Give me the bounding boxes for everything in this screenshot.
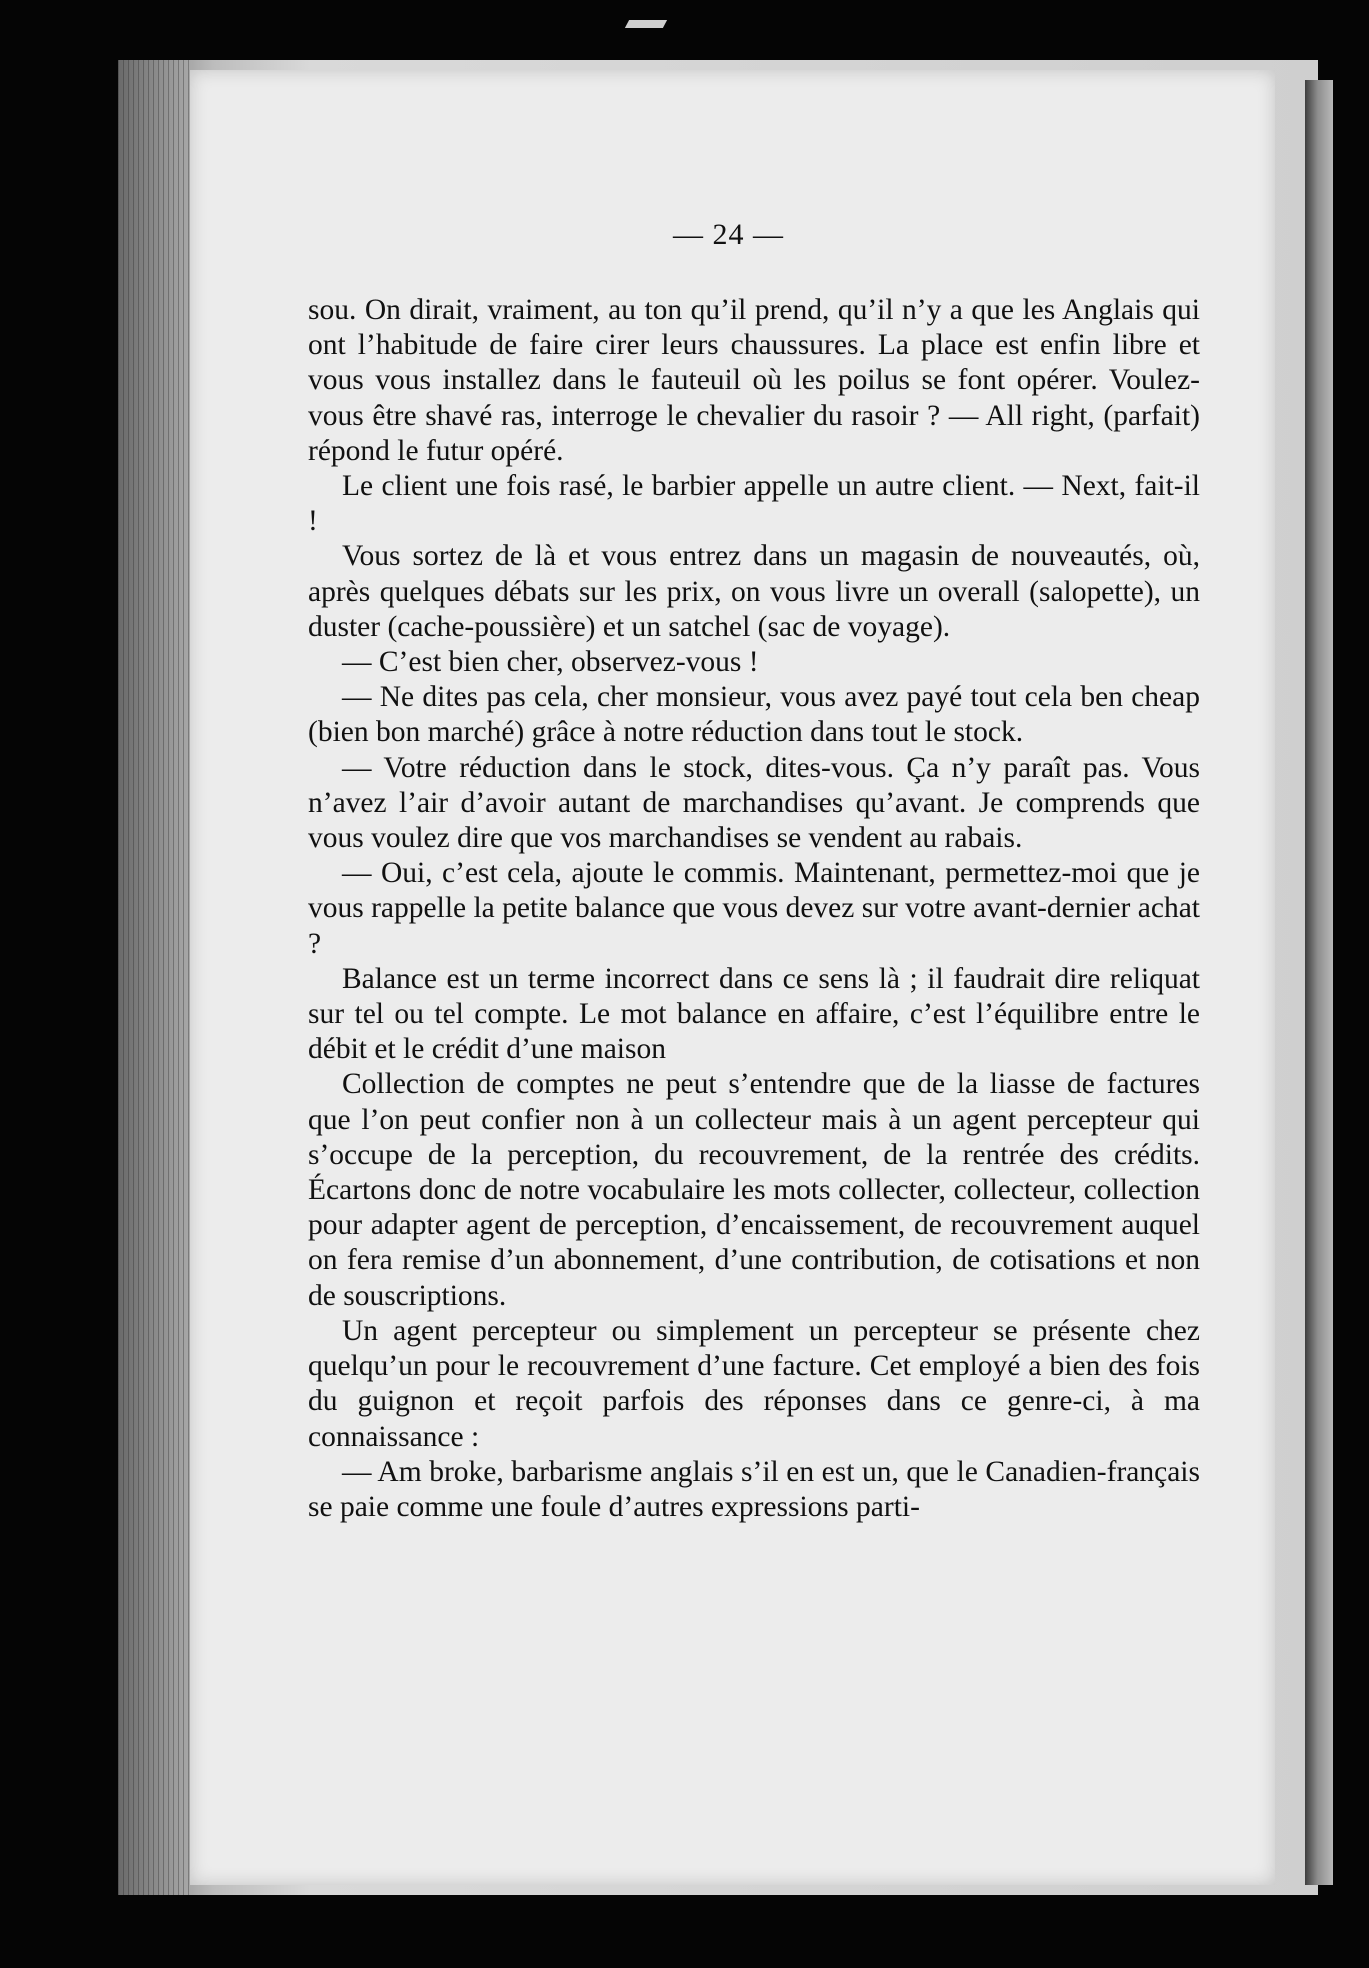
paragraph-7: — Oui, c’est cela, ajoute le commis. Maintenant, permettez-moi que je vous rappelle la petite balance que vous devez sur votre avant-dernier achat ?: [308, 857, 1200, 960]
paragraph-1: sou. On dirait, vraiment, au ton qu’il prend, qu’il n’y a que les Anglais qui ont l’habitude de faire cirer leurs chaussures. La place est enfin libre et vous vous installez dans le fauteuil où les poilus se font opérer. Voulez-vous être shavé ras, interroge le chevalier du rasoir ? — All right, (parfait) répond le futur opéré.: [308, 294, 1200, 467]
paragraph-11: — Am broke, barbarisme anglais s’il en est un, que le Canadien-français se paie comme une foule d’autres expressions parti-: [308, 1455, 1200, 1523]
paragraph-2: Le client une fois rasé, le barbier appelle un autre client. — Next, fait-il !: [308, 470, 1200, 538]
paragraph-5: — Ne dites pas cela, cher monsieur, vous avez payé tout cela ben cheap (bien bon marché) grâce à notre réduction dans tout le stock.: [308, 681, 1200, 749]
paragraph-6: — Votre réduction dans le stock, dites-vous. Ça n’y paraît pas. Vous n’avez l’air d’avoir autant de marchandises qu’avant. Je comprends que vous voulez dire que vos marchandises se vendent au rabais.: [308, 751, 1200, 855]
paragraph-9: Collection de comptes ne peut s’entendre que de la liasse de factures que l’on peut confier non à un collecteur mais à un agent percepteur qui s’occupe de la perception, du recouvrement, de la rentrée des crédits. Écartons donc de notre vocabulaire les mots collecter, collecteur, collection pour adapter agent de perception, d’encaissement, de recouvrement auquel on fera remise d’un abonnement, d’une contribution, de cotisations et non de souscriptions.: [308, 1068, 1200, 1312]
scan-right-border: [1333, 0, 1369, 1968]
page-text: [308, 293, 1200, 1525]
right-page-spine: [1305, 80, 1333, 1885]
paragraph-4: — C’est bien cher, observez-vous !: [342, 646, 759, 679]
paragraph-8: Balance est un terme incorrect dans ce sens là ; il faudrait dire reliquat sur tel ou tel compte. Le mot balance en affaire, c’est l’équilibre entre le débit et le crédit d’une maison: [308, 962, 1200, 1066]
scan-top-mark: [625, 20, 667, 28]
page-number: — 24 —: [673, 218, 784, 251]
paragraph-3: Vous sortez de là et vous entrez dans un magasin de nouveautés, où, après quelques débats sur les prix, on vous livre un overall (salopette), un duster (cache-poussière) et un satchel (sac de voyage).: [308, 540, 1200, 643]
page-edge-lines: [118, 60, 193, 1895]
paragraph-10: Un agent percepteur ou simplement un percepteur se présente chez quelqu’un pour le recouvrement d’une facture. Cet employé a bien des fois du guignon et reçoit parfois des réponses dans ce genre-ci, à ma connaissance :: [308, 1314, 1200, 1453]
